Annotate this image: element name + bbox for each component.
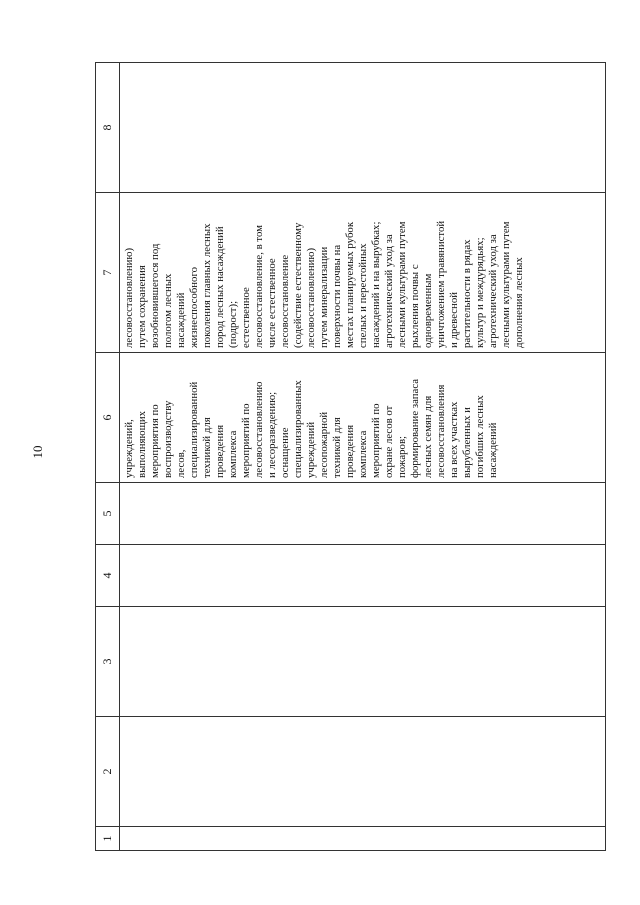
text-line: лесовосстановление xyxy=(279,254,291,348)
text-line: техникой для xyxy=(331,417,343,478)
col-header-7: 7 xyxy=(96,193,120,353)
text-line: возобновившегося под xyxy=(149,243,161,348)
text-line: проведения xyxy=(344,424,356,478)
text-line: агротехнический уход за xyxy=(487,234,499,348)
text-line: культур и междурядьях; xyxy=(474,237,486,348)
text-line: лесными культурами путем xyxy=(500,221,512,348)
page-number: 10 xyxy=(30,445,45,459)
text-line: поверхности почвы на xyxy=(331,244,343,348)
text-line: специализированной xyxy=(188,381,200,478)
col-header-2: 2 xyxy=(96,717,120,827)
cell-col-4 xyxy=(120,545,606,607)
cell-col-5 xyxy=(120,483,606,545)
col-header-6: 6 xyxy=(96,353,120,483)
text-line: рыхления почвы с xyxy=(409,264,421,348)
cell-col-2 xyxy=(120,717,606,827)
text-line: насаждений и на вырубках; xyxy=(370,221,382,348)
text-line: вырубленных и xyxy=(461,407,473,478)
text-line: выполняющих xyxy=(136,410,148,478)
rotated-table-sheet xyxy=(95,63,606,851)
col-header-1: 1 xyxy=(96,827,120,851)
text-line: лесовосстановлению) xyxy=(123,247,135,348)
text-line: пожаров; xyxy=(396,435,408,478)
text-line: оснащение xyxy=(279,427,291,478)
text-line: дополнения лесных xyxy=(513,257,525,348)
header-row xyxy=(96,63,120,851)
cell-col-1 xyxy=(120,827,606,851)
text-line: насаждений xyxy=(487,422,499,478)
methods-text xyxy=(120,193,526,352)
text-line: путем сохранения xyxy=(136,265,148,348)
col-header-5: 5 xyxy=(96,483,120,545)
col-header-4: 4 xyxy=(96,545,120,607)
text-line: растительности в рядах xyxy=(461,239,473,348)
text-line: (подрост); xyxy=(227,300,239,348)
text-line: специализированных xyxy=(292,380,304,478)
text-line: жизнеспособного xyxy=(188,267,200,348)
text-line: комплекса xyxy=(227,430,239,478)
text-line: лесовосстановления xyxy=(435,384,447,478)
text-line: числе естественное xyxy=(266,258,278,348)
text-line: и древесной xyxy=(448,291,460,348)
col-header-8: 8 xyxy=(96,63,120,193)
text-line: путем минерализации xyxy=(318,246,330,348)
text-line: насаждений xyxy=(175,292,187,348)
text-line: и лесоразведению; xyxy=(266,391,278,478)
cell-col-3 xyxy=(120,607,606,717)
text-line: лесов, xyxy=(175,449,187,478)
text-line: мероприятий по xyxy=(370,403,382,478)
text-line: учреждений, xyxy=(123,419,135,478)
text-line: охране лесов от xyxy=(383,405,395,478)
text-line: лесопожарной xyxy=(318,411,330,478)
document-table xyxy=(95,62,606,851)
text-line: комплекса xyxy=(357,430,369,478)
measures-text xyxy=(120,353,500,482)
text-line: лесными культурами путем xyxy=(396,221,408,348)
text-line: (содействие естественному xyxy=(292,222,304,348)
text-line: спелых и перестойных xyxy=(357,243,369,348)
text-line: проведения xyxy=(214,424,226,478)
text-line: поколения главных лесных xyxy=(201,223,213,348)
cell-col-7 xyxy=(120,193,606,353)
text-line: пород лесных насаждений xyxy=(214,226,226,348)
text-line: местах планируемых рубок xyxy=(344,221,356,348)
text-line: лесовосстановлению) xyxy=(305,247,317,348)
text-line: техникой для xyxy=(201,417,213,478)
text-line: лесовосстановление, в том xyxy=(253,224,265,348)
text-line: лесовосстановлению xyxy=(253,381,265,478)
text-line: мероприятий по xyxy=(240,403,252,478)
text-line: погибших лесных xyxy=(474,395,486,478)
text-line: агротехнический уход за xyxy=(383,234,395,348)
text-line: уничтожением травянистой xyxy=(435,220,447,348)
col-header-3: 3 xyxy=(96,607,120,717)
text-line: одновременным xyxy=(422,273,434,348)
cell-col-8 xyxy=(120,63,606,193)
text-line: воспроизводству xyxy=(162,400,174,478)
text-line: пологом лесных xyxy=(162,273,174,348)
text-line: естественное xyxy=(240,287,252,348)
text-line: на всех участках xyxy=(448,401,460,478)
text-line: лесных семян для xyxy=(422,395,434,478)
text-line: учреждений xyxy=(305,421,317,478)
cell-col-6 xyxy=(120,353,606,483)
text-line: формирование запаса xyxy=(409,378,421,478)
table-row xyxy=(120,63,606,851)
text-line: мероприятия по xyxy=(149,404,161,478)
